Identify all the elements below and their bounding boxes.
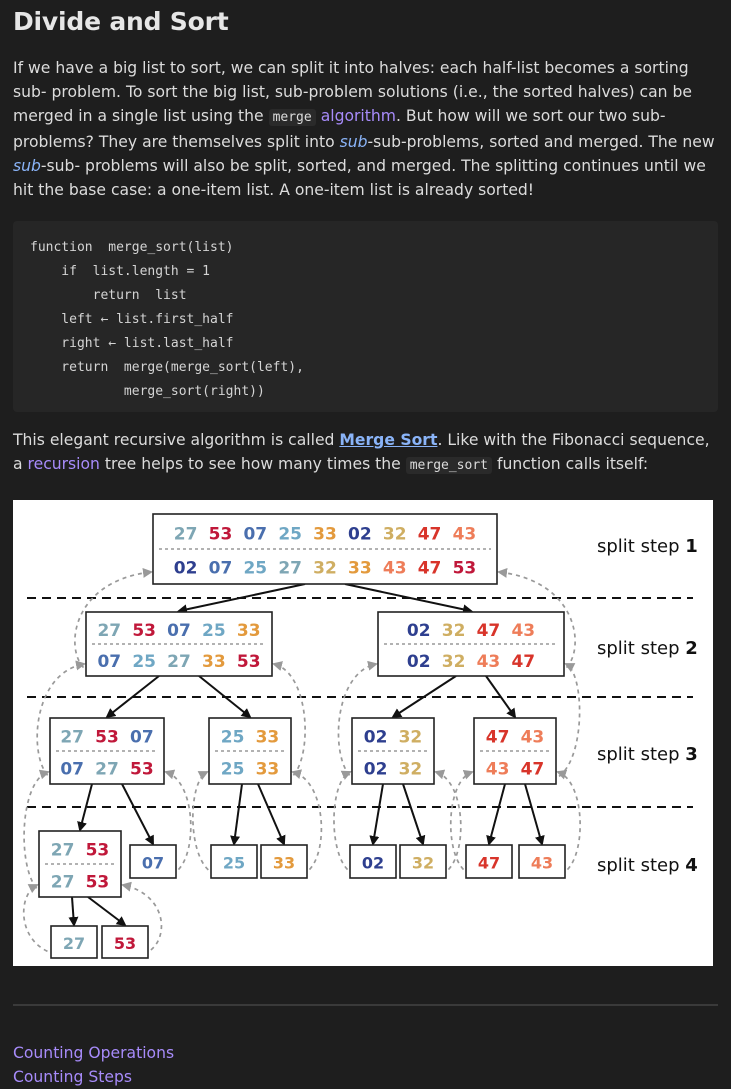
- code-line: return list: [30, 288, 187, 303]
- node-value: 53: [236, 651, 261, 672]
- node-value: 53: [130, 759, 154, 780]
- node-value: 53: [113, 933, 137, 953]
- intro-text: problem. To sort the big list, sub-problem solutions (i.e., the sorted halves) can be merged: [13, 83, 693, 125]
- node-value: 32: [441, 651, 466, 672]
- intro-paragraph: [13, 56, 718, 202]
- node-value: 27: [95, 759, 119, 780]
- node-value: 53: [132, 621, 156, 642]
- node-value: 43: [511, 621, 536, 642]
- node-value: 27: [97, 621, 122, 642]
- node-value: 32: [398, 759, 423, 780]
- counting-operations-link[interactable]: Counting Operations: [13, 1044, 175, 1062]
- node-value: 53: [95, 727, 119, 748]
- tree-node: [400, 845, 446, 878]
- intro-text: . But how will we sort our two sub-problems? They: [13, 107, 666, 151]
- tree-node: [352, 718, 434, 784]
- node-value: 07: [130, 727, 154, 748]
- tree-node: [102, 926, 148, 958]
- node-value: 07: [141, 853, 165, 873]
- merge-sort-tree-diagram: [13, 500, 713, 966]
- node-value: 02: [363, 727, 388, 748]
- node-value: 43: [485, 759, 510, 780]
- node-value: 33: [348, 558, 372, 579]
- tree-node: [153, 514, 497, 584]
- node-value: 32: [441, 621, 466, 642]
- node-value: 43: [382, 558, 407, 579]
- node-value: 43: [452, 524, 477, 545]
- node-value: 32: [313, 558, 337, 579]
- node-value: 53: [85, 840, 110, 861]
- node-value: 25: [243, 558, 268, 579]
- node-value: 25: [202, 621, 226, 642]
- node-value: 47: [417, 524, 442, 545]
- divider: [13, 1004, 718, 1006]
- node-value: 33: [202, 651, 226, 672]
- tree-node: [466, 845, 512, 878]
- node-value: 27: [60, 727, 84, 748]
- node-value: 02: [363, 759, 388, 780]
- inline-code-merge: merge: [269, 109, 316, 126]
- split-arrow: [258, 784, 284, 844]
- tree-node: [50, 718, 164, 784]
- node-value: 27: [173, 524, 198, 545]
- split-step-label: split step 1: [597, 536, 698, 557]
- node-value: 53: [208, 524, 233, 545]
- node-value: 25: [278, 524, 302, 545]
- tree-node: [350, 845, 396, 878]
- node-value: 33: [272, 853, 296, 873]
- code-line: right ← list.last_half: [30, 336, 234, 351]
- split-step-label: split step 4: [597, 855, 698, 876]
- code-line: if list.length = 1: [30, 264, 211, 279]
- node-value: 02: [173, 558, 198, 579]
- split-arrow: [373, 784, 383, 844]
- node-value: 47: [417, 558, 442, 579]
- split-arrow: [72, 897, 74, 925]
- node-value: 43: [520, 727, 545, 748]
- node-value: 07: [167, 621, 191, 642]
- node-value: 02: [361, 853, 385, 873]
- related-links: [13, 1041, 718, 1089]
- recursion-link[interactable]: recursion: [27, 455, 100, 473]
- node-value: 47: [476, 621, 501, 642]
- node-value: 25: [222, 853, 246, 873]
- node-value: 33: [313, 524, 337, 545]
- intro-text: -sub-: [40, 157, 81, 175]
- node-value: 02: [406, 651, 431, 672]
- node-value: 47: [511, 651, 536, 672]
- code-line: merge_sort(right)): [30, 384, 265, 399]
- node-value: 02: [348, 524, 372, 545]
- node-value: 02: [406, 621, 431, 642]
- para-text: . Like with the Fibonacci sequence, a: [13, 431, 710, 473]
- split-arrow: [403, 784, 423, 844]
- tree-node: [39, 831, 121, 897]
- node-value: 25: [220, 727, 245, 748]
- code-line: left ← list.first_half: [30, 312, 234, 327]
- node-value: 32: [411, 853, 435, 873]
- intro-text: If we have a big list to sort, we can split it into halves: each half-list becomes a sorting sub-: [13, 59, 689, 101]
- node-value: 43: [530, 853, 554, 873]
- split-arrow: [122, 784, 153, 844]
- code-line: function merge_sort(list): [30, 240, 234, 255]
- split-arrow: [234, 784, 242, 844]
- tree-svg: [13, 500, 713, 966]
- inline-code-merge-sort: merge_sort: [406, 457, 492, 474]
- node-value: 07: [60, 759, 84, 780]
- tree-node: [378, 612, 564, 676]
- split-arrow: [88, 897, 125, 925]
- node-value: 33: [255, 759, 280, 780]
- para-text: function calls itself:: [492, 455, 649, 473]
- merge-sort-link[interactable]: Merge Sort: [339, 431, 438, 449]
- code-block: [13, 221, 718, 412]
- node-value: 47: [485, 727, 510, 748]
- node-value: 25: [132, 651, 156, 672]
- tree-node: [86, 612, 272, 676]
- tree-node: [211, 845, 257, 878]
- node-value: 43: [476, 651, 501, 672]
- node-value: 27: [62, 933, 86, 953]
- intro-text: in a single list using the: [78, 107, 269, 125]
- node-value: 27: [167, 651, 191, 672]
- split-arrow: [525, 784, 542, 844]
- intro-text: are themselves split into: [142, 133, 340, 151]
- node-value: 33: [236, 621, 261, 642]
- emphasis-sub: sub: [13, 157, 41, 175]
- node-value: 33: [255, 727, 280, 748]
- intro-text: case: a one-item list. A one-item list is already sorted!: [110, 181, 535, 199]
- split-step-label: split step 3: [597, 744, 698, 765]
- intro-text: -sub-problems, sorted and merged. The new: [367, 133, 715, 151]
- para-text: This elegant recursive algorithm is called: [13, 431, 340, 449]
- tree-node: [261, 845, 307, 878]
- recursion-paragraph: [13, 428, 718, 478]
- node-value: 27: [50, 872, 75, 893]
- counting-steps-link[interactable]: Counting Steps: [13, 1068, 133, 1086]
- node-value: 47: [520, 759, 545, 780]
- para-text: tree helps to see how many times the: [99, 455, 406, 473]
- node-value: 07: [243, 524, 268, 545]
- node-value: 32: [398, 727, 423, 748]
- tree-node: [519, 845, 565, 878]
- node-value: 27: [50, 840, 75, 861]
- intro-text: problems will also be split, sorted, and merged. The splitting continues until we hit the base: [13, 157, 706, 199]
- node-value: 47: [477, 853, 501, 873]
- algorithm-link[interactable]: algorithm: [320, 107, 396, 125]
- node-value: 27: [278, 558, 302, 579]
- node-value: 25: [220, 759, 245, 780]
- tree-node: [51, 926, 97, 958]
- node-value: 07: [208, 558, 233, 579]
- tree-node: [209, 718, 291, 784]
- node-value: 53: [85, 872, 110, 893]
- split-step-label: split step 2: [597, 638, 698, 659]
- emphasis-sub: sub: [339, 133, 368, 151]
- tree-node: [130, 845, 176, 878]
- tree-node: [474, 718, 556, 784]
- node-value: 07: [97, 651, 122, 672]
- split-arrow: [489, 784, 505, 844]
- node-value: 32: [382, 524, 407, 545]
- page-title: Divide and Sort: [13, 7, 229, 36]
- code-line: return merge(merge_sort(left),: [30, 360, 304, 375]
- node-value: 53: [452, 558, 477, 579]
